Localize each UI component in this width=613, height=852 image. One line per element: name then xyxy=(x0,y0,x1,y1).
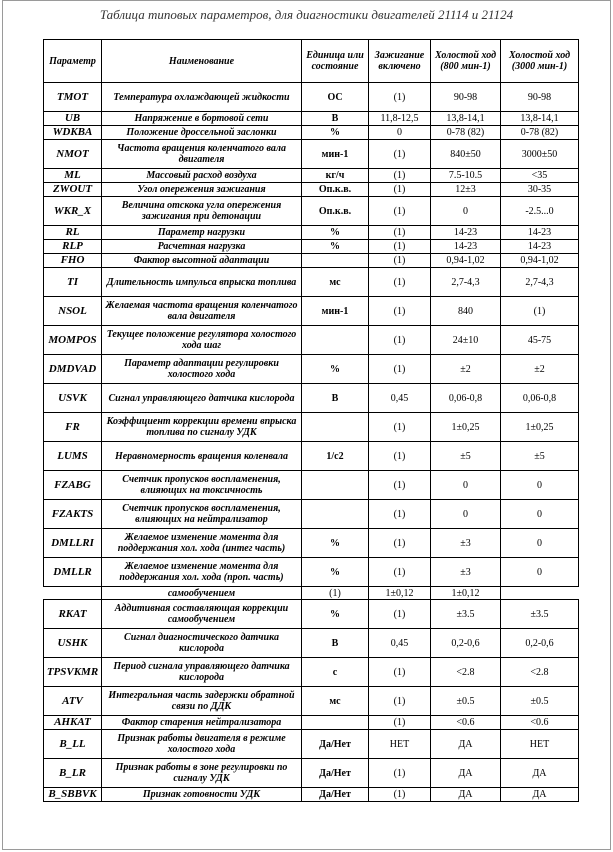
idle-3000-cell: НЕТ xyxy=(501,730,579,759)
idle-800-cell: ДА xyxy=(431,730,501,759)
param-code-cell: DMLLRI xyxy=(44,529,102,558)
idle-3000-cell: 0 xyxy=(501,558,579,587)
table-row xyxy=(44,140,579,169)
ignition-on-cell: 11,8-12,5 xyxy=(369,112,431,126)
param-name-cell: Положение дроссельной заслонки xyxy=(102,126,302,140)
unit-cell: % xyxy=(302,600,369,629)
ignition-on-cell: НЕТ xyxy=(369,730,431,759)
ignition-on-cell: (1) xyxy=(369,759,431,788)
param-code-cell: RL xyxy=(44,226,102,240)
unit-cell: мс xyxy=(302,687,369,716)
idle-800-cell: ±0.5 xyxy=(431,687,501,716)
param-name-cell: Параметр адаптации регулировки холостого хода xyxy=(102,355,302,384)
unit-cell: % xyxy=(302,355,369,384)
table-row xyxy=(44,112,579,126)
param-name-cell: Коэффициент коррекции времени впрыска топлива по сигналу УДК xyxy=(102,413,302,442)
idle-800-cell: 14-23 xyxy=(431,240,501,254)
unit-cell xyxy=(302,500,369,529)
idle-800-cell: 0 xyxy=(431,500,501,529)
idle-3000-cell: (1) xyxy=(501,297,579,326)
idle-3000-cell: <35 xyxy=(501,169,579,183)
param-code-cell: RKAT xyxy=(44,600,102,629)
ignition-on-cell: (1) xyxy=(369,254,431,268)
idle-3000-cell: ДА xyxy=(501,759,579,788)
param-code-cell: ZWOUT xyxy=(44,183,102,197)
unit-cell xyxy=(302,413,369,442)
param-code-cell: FHO xyxy=(44,254,102,268)
table-row xyxy=(44,500,579,529)
param-code-cell: DMLLR xyxy=(44,558,102,587)
idle-3000-cell: 0,06-0,8 xyxy=(501,384,579,413)
param-name-cell: Текущее положение регулятора холостого хода шаг xyxy=(102,326,302,355)
unit-cell: В xyxy=(302,112,369,126)
param-code-cell: FR xyxy=(44,413,102,442)
param-code-cell: USHK xyxy=(44,629,102,658)
param-name-cell: Интегральная часть задержки обратной связи по ДДК xyxy=(102,687,302,716)
idle-800-cell: 12±3 xyxy=(431,183,501,197)
param-code-cell: AHKAT xyxy=(44,716,102,730)
idle-3000-cell: 0 xyxy=(501,500,579,529)
ignition-on-cell: (1) xyxy=(369,197,431,226)
idle-800-cell: 90-98 xyxy=(431,83,501,112)
param-code-cell: UB xyxy=(44,112,102,126)
param-code-cell: TI xyxy=(44,268,102,297)
unit-cell: Оп.к.в. xyxy=(302,183,369,197)
ignition-on-cell: 0 xyxy=(369,126,431,140)
unit-cell xyxy=(302,471,369,500)
ignition-on-cell: (1) xyxy=(369,169,431,183)
idle-800-cell: 7.5-10.5 xyxy=(431,169,501,183)
split-row xyxy=(44,587,579,600)
idle-3000-cell: <0.6 xyxy=(501,716,579,730)
table-row xyxy=(44,183,579,197)
unit-cell: В xyxy=(302,629,369,658)
param-name-cell: Частота вращения коленчатого вала двигателя xyxy=(102,140,302,169)
param-name-cell: Желаемая частота вращения коленчатого вала двигателя xyxy=(102,297,302,326)
param-code-cell: RLP xyxy=(44,240,102,254)
idle-800-cell: 0,2-0,6 xyxy=(431,629,501,658)
parameters-table xyxy=(43,39,579,802)
table-row xyxy=(44,687,579,716)
param-name-cell: Период сигнала управляющего датчика кислорода xyxy=(102,658,302,687)
idle-800-cell: 0 xyxy=(431,197,501,226)
ignition-on-cell: (1) xyxy=(369,297,431,326)
ignition-on-cell: 0,45 xyxy=(369,629,431,658)
unit-cell: % xyxy=(302,529,369,558)
idle-800-cell: 2,7-4,3 xyxy=(431,268,501,297)
idle-800-cell: <0.6 xyxy=(431,716,501,730)
idle-800-cell: ±2 xyxy=(431,355,501,384)
split-name-cell: самообучением xyxy=(102,587,302,600)
param-name-cell: Неравномерность вращения коленвала xyxy=(102,442,302,471)
ignition-on-cell: (1) xyxy=(369,83,431,112)
unit-cell: % xyxy=(302,558,369,587)
idle-3000-cell: -2.5...0 xyxy=(501,197,579,226)
unit-cell: мс xyxy=(302,268,369,297)
idle-800-cell: 13,8-14,1 xyxy=(431,112,501,126)
table-row xyxy=(44,169,579,183)
idle-3000-cell: 2,7-4,3 xyxy=(501,268,579,297)
param-code-cell: ATV xyxy=(44,687,102,716)
idle-3000-cell: 0 xyxy=(501,529,579,558)
idle-3000-cell: 0 xyxy=(501,471,579,500)
table-row xyxy=(44,442,579,471)
idle-3000-cell: ±2 xyxy=(501,355,579,384)
table-row xyxy=(44,254,579,268)
ignition-on-cell: 0,45 xyxy=(369,384,431,413)
ignition-on-cell: (1) xyxy=(369,442,431,471)
ignition-on-cell: (1) xyxy=(369,240,431,254)
ignition-on-cell: (1) xyxy=(369,558,431,587)
param-name-cell: Сигнал управляющего датчика кислорода xyxy=(102,384,302,413)
table-row xyxy=(44,529,579,558)
header-cell: Наименование xyxy=(102,40,302,83)
ignition-on-cell: (1) xyxy=(369,529,431,558)
split-empty-cell xyxy=(44,587,102,600)
table-row xyxy=(44,759,579,788)
table-row xyxy=(44,730,579,759)
idle-3000-cell: 90-98 xyxy=(501,83,579,112)
table-row xyxy=(44,197,579,226)
param-code-cell: FZABG xyxy=(44,471,102,500)
unit-cell xyxy=(302,716,369,730)
param-name-cell: Массовый расход воздуха xyxy=(102,169,302,183)
param-code-cell: WDKBA xyxy=(44,126,102,140)
param-name-cell: Напряжение в бортовой сети xyxy=(102,112,302,126)
param-name-cell: Признак готовности УДК xyxy=(102,788,302,802)
param-name-cell: Сигнал диагностического датчика кислорода xyxy=(102,629,302,658)
unit-cell: 1/с2 xyxy=(302,442,369,471)
unit-cell: В xyxy=(302,384,369,413)
param-code-cell: B_LL xyxy=(44,730,102,759)
idle-800-cell: ±3 xyxy=(431,529,501,558)
ignition-on-cell: (1) xyxy=(369,500,431,529)
param-name-cell: Желаемое изменение момента для поддержания хол. хода (проп. часть) xyxy=(102,558,302,587)
table-row xyxy=(44,788,579,802)
idle-3000-cell: 3000±50 xyxy=(501,140,579,169)
param-name-cell: Величина отскока угла опережения зажигания при детонации xyxy=(102,197,302,226)
ignition-on-cell: (1) xyxy=(369,140,431,169)
table-row xyxy=(44,629,579,658)
unit-cell: Да/Нет xyxy=(302,730,369,759)
idle-3000-cell: ±5 xyxy=(501,442,579,471)
table-row xyxy=(44,268,579,297)
table-row xyxy=(44,326,579,355)
unit-cell: мин-1 xyxy=(302,297,369,326)
table-row xyxy=(44,297,579,326)
header-cell: Параметр xyxy=(44,40,102,83)
split-idle-cell: 1±0,12 xyxy=(431,587,501,600)
unit-cell: % xyxy=(302,226,369,240)
table-row xyxy=(44,658,579,687)
idle-800-cell: <2.8 xyxy=(431,658,501,687)
param-name-cell: Счетчик пропусков воспламенения, влияющих на нейтрализатор xyxy=(102,500,302,529)
param-name-cell: Аддитивная составляющая коррекции самообучением xyxy=(102,600,302,629)
param-name-cell: Признак работы двигателя в режиме холостого хода xyxy=(102,730,302,759)
param-name-cell: Угол опережения зажигания xyxy=(102,183,302,197)
table-row xyxy=(44,716,579,730)
param-name-cell: Фактор старения нейтрализатора xyxy=(102,716,302,730)
ignition-on-cell: (1) xyxy=(369,687,431,716)
idle-800-cell: ±3 xyxy=(431,558,501,587)
unit-cell xyxy=(302,254,369,268)
ignition-on-cell: (1) xyxy=(369,658,431,687)
idle-3000-cell: 1±0,25 xyxy=(501,413,579,442)
page-title: Таблица типовых параметров, для диагностики двигателей 21114 и 21124 xyxy=(99,7,514,22)
idle-800-cell: ДА xyxy=(431,759,501,788)
param-code-cell: TMOT xyxy=(44,83,102,112)
ignition-on-cell: (1) xyxy=(369,183,431,197)
table-row xyxy=(44,384,579,413)
idle-800-cell: ДА xyxy=(431,788,501,802)
param-name-cell: Длительность импульса впрыска топлива xyxy=(102,268,302,297)
idle-800-cell: 24±10 xyxy=(431,326,501,355)
idle-3000-cell: 14-23 xyxy=(501,240,579,254)
table-row xyxy=(44,226,579,240)
idle-3000-cell: ±3.5 xyxy=(501,600,579,629)
unit-cell: мин-1 xyxy=(302,140,369,169)
param-name-cell: Температура охлаждающей жидкости xyxy=(102,83,302,112)
table-row xyxy=(44,83,579,112)
param-name-cell: Признак работы в зоне регулировки по сигналу УДК xyxy=(102,759,302,788)
idle-800-cell: 0,06-0,8 xyxy=(431,384,501,413)
header-cell: Холостой ход (800 мин-1) xyxy=(431,40,501,83)
table-row xyxy=(44,413,579,442)
param-code-cell: B_LR xyxy=(44,759,102,788)
unit-cell: Оп.к.в. xyxy=(302,197,369,226)
param-code-cell: NMOT xyxy=(44,140,102,169)
ignition-on-cell: (1) xyxy=(369,716,431,730)
param-code-cell: DMDVAD xyxy=(44,355,102,384)
ignition-on-cell: (1) xyxy=(369,413,431,442)
ignition-on-cell: (1) xyxy=(369,268,431,297)
idle-3000-cell: 45-75 xyxy=(501,326,579,355)
unit-cell: ОС xyxy=(302,83,369,112)
param-name-cell: Желаемое изменение момента для поддержания хол. хода (интег часть) xyxy=(102,529,302,558)
param-name-cell: Расчетная нагрузка xyxy=(102,240,302,254)
unit-cell: % xyxy=(302,126,369,140)
idle-800-cell: 1±0,25 xyxy=(431,413,501,442)
param-code-cell: FZAKTS xyxy=(44,500,102,529)
idle-3000-cell: 13,8-14,1 xyxy=(501,112,579,126)
param-name-cell: Фактор высотной адаптации xyxy=(102,254,302,268)
header-row xyxy=(44,40,579,83)
idle-800-cell: 840±50 xyxy=(431,140,501,169)
unit-cell: Да/Нет xyxy=(302,759,369,788)
param-name-cell: Параметр нагрузки xyxy=(102,226,302,240)
unit-cell: с xyxy=(302,658,369,687)
param-code-cell: B_SBBVK xyxy=(44,788,102,802)
idle-3000-cell: 14-23 xyxy=(501,226,579,240)
param-code-cell: ML xyxy=(44,169,102,183)
table-row xyxy=(44,126,579,140)
idle-800-cell: 840 xyxy=(431,297,501,326)
idle-800-cell: ±5 xyxy=(431,442,501,471)
split-ignition-cell: 1±0,12 xyxy=(369,587,431,600)
idle-3000-cell: <2.8 xyxy=(501,658,579,687)
header-cell: Единица или состояние xyxy=(302,40,369,83)
idle-800-cell: ±3.5 xyxy=(431,600,501,629)
ignition-on-cell: (1) xyxy=(369,788,431,802)
table-row xyxy=(44,600,579,629)
ignition-on-cell: (1) xyxy=(369,326,431,355)
idle-800-cell: 0,94-1,02 xyxy=(431,254,501,268)
idle-3000-cell: 0-78 (82) xyxy=(501,126,579,140)
idle-3000-cell: 30-35 xyxy=(501,183,579,197)
param-code-cell: USVK xyxy=(44,384,102,413)
table-row xyxy=(44,240,579,254)
param-name-cell: Счетчик пропусков воспламенения, влияющих на токсичность xyxy=(102,471,302,500)
unit-cell: % xyxy=(302,240,369,254)
unit-cell: Да/Нет xyxy=(302,788,369,802)
table-row xyxy=(44,471,579,500)
idle-3000-cell: 0,2-0,6 xyxy=(501,629,579,658)
idle-3000-cell: ДА xyxy=(501,788,579,802)
idle-3000-cell: 0,94-1,02 xyxy=(501,254,579,268)
param-code-cell: LUMS xyxy=(44,442,102,471)
param-code-cell: MOMPOS xyxy=(44,326,102,355)
table-row xyxy=(44,355,579,384)
split-blank-cell xyxy=(501,587,579,600)
ignition-on-cell: (1) xyxy=(369,355,431,384)
table-row xyxy=(44,558,579,587)
header-cell: Зажигание включено xyxy=(369,40,431,83)
split-unit-cell: (1) xyxy=(302,587,369,600)
unit-cell xyxy=(302,326,369,355)
idle-800-cell: 0-78 (82) xyxy=(431,126,501,140)
header-cell: Холостой ход (3000 мин-1) xyxy=(501,40,579,83)
param-code-cell: TPSVKMR xyxy=(44,658,102,687)
param-code-cell: NSOL xyxy=(44,297,102,326)
unit-cell: кг/ч xyxy=(302,169,369,183)
idle-800-cell: 0 xyxy=(431,471,501,500)
ignition-on-cell: (1) xyxy=(369,226,431,240)
idle-800-cell: 14-23 xyxy=(431,226,501,240)
idle-3000-cell: ±0.5 xyxy=(501,687,579,716)
ignition-on-cell: (1) xyxy=(369,600,431,629)
param-code-cell: WKR_X xyxy=(44,197,102,226)
ignition-on-cell: (1) xyxy=(369,471,431,500)
